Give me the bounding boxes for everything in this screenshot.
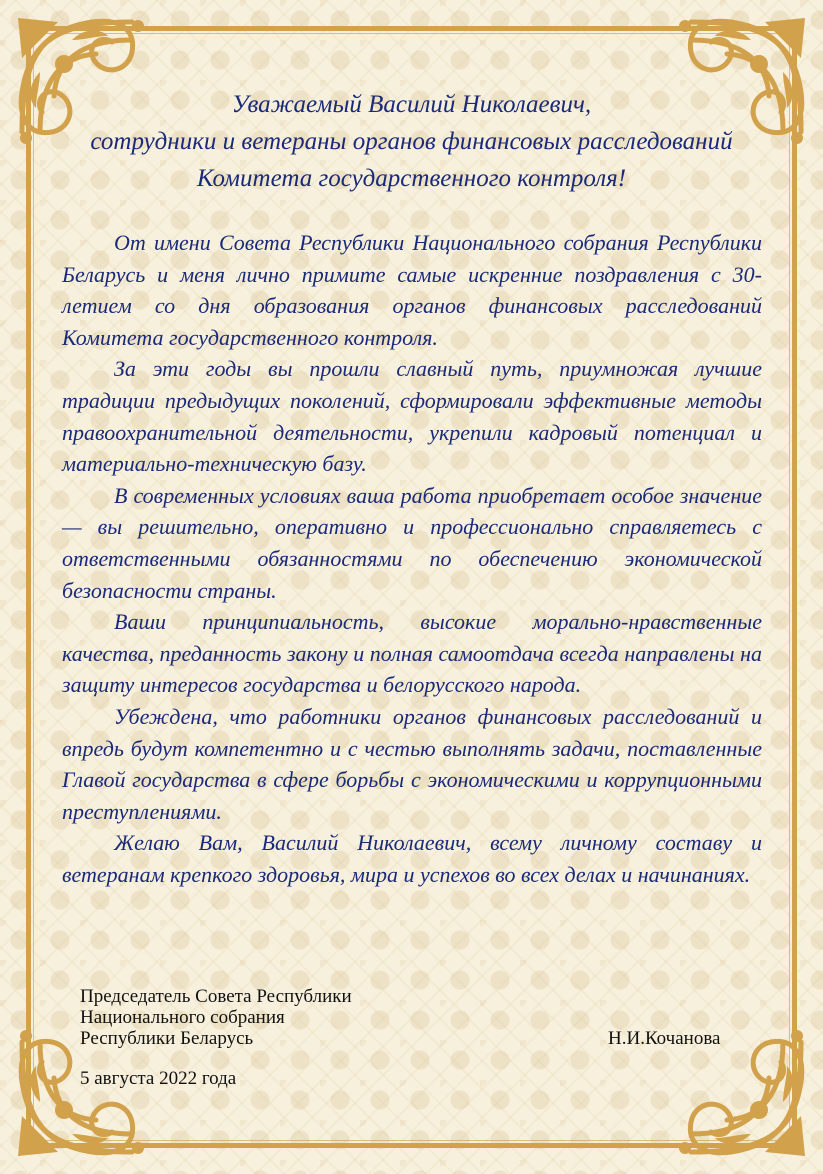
body-paragraph: Желаю Вам, Василий Николаевич, всему личному составу и ветеранам крепкого здоровья, мира и успехов во всех делах и начинаниях. — [62, 830, 762, 887]
signature-title-line: Республики Беларусь — [80, 1028, 254, 1049]
body-paragraph: За эти годы вы прошли славный путь, приумножая лучшие традиции предыдущих поколений, сформировали эффективные методы правоохранительной деятельности, укрепили кадровый потенциал и материально-техническую базу. — [62, 356, 762, 477]
greeting-line: Комитета государственного контроля! — [196, 165, 627, 192]
letter-greeting — [60, 86, 763, 197]
body-paragraph: В современных условиях ваша работа приобретает особое значение — вы решительно, оперативно и профессионально справляетесь с ответственными обязанностями по обеспечению экономической безопасности страны. — [62, 482, 762, 603]
signer-name: Н.И.Кочанова — [608, 1028, 721, 1049]
body-paragraph: Убеждена, что работники органов финансовых расследований и впредь будут компетентно и с честью выполнять задачи, поставленные Главой государства в сфере борьбы с экономическими и коррупционными преступлениями. — [62, 703, 762, 824]
letter-body — [62, 227, 762, 890]
signature-title-line: Национального собрания — [80, 1007, 285, 1028]
letter-date: 5 августа 2022 года — [80, 1068, 237, 1089]
signature-title — [80, 986, 352, 1049]
body-paragraph: Ваши принципиальность, высокие морально-нравственные качества, преданность закону и полная самоотдача всегда направлены на защиту интересов государства и белорусского народа. — [62, 609, 762, 698]
greeting-line: Уважаемый Василий Николаевич, — [231, 91, 592, 118]
body-paragraph: От имени Совета Республики Национального собрания Республики Беларусь и меня лично примите самые искренние поздравления с 30-летием со дня образования органов финансовых расследований Комитета государственного контроля. — [62, 230, 762, 350]
signature-title-line: Председатель Совета Республики — [80, 986, 352, 1007]
greeting-line: сотрудники и ветераны органов финансовых расследований — [90, 128, 733, 155]
